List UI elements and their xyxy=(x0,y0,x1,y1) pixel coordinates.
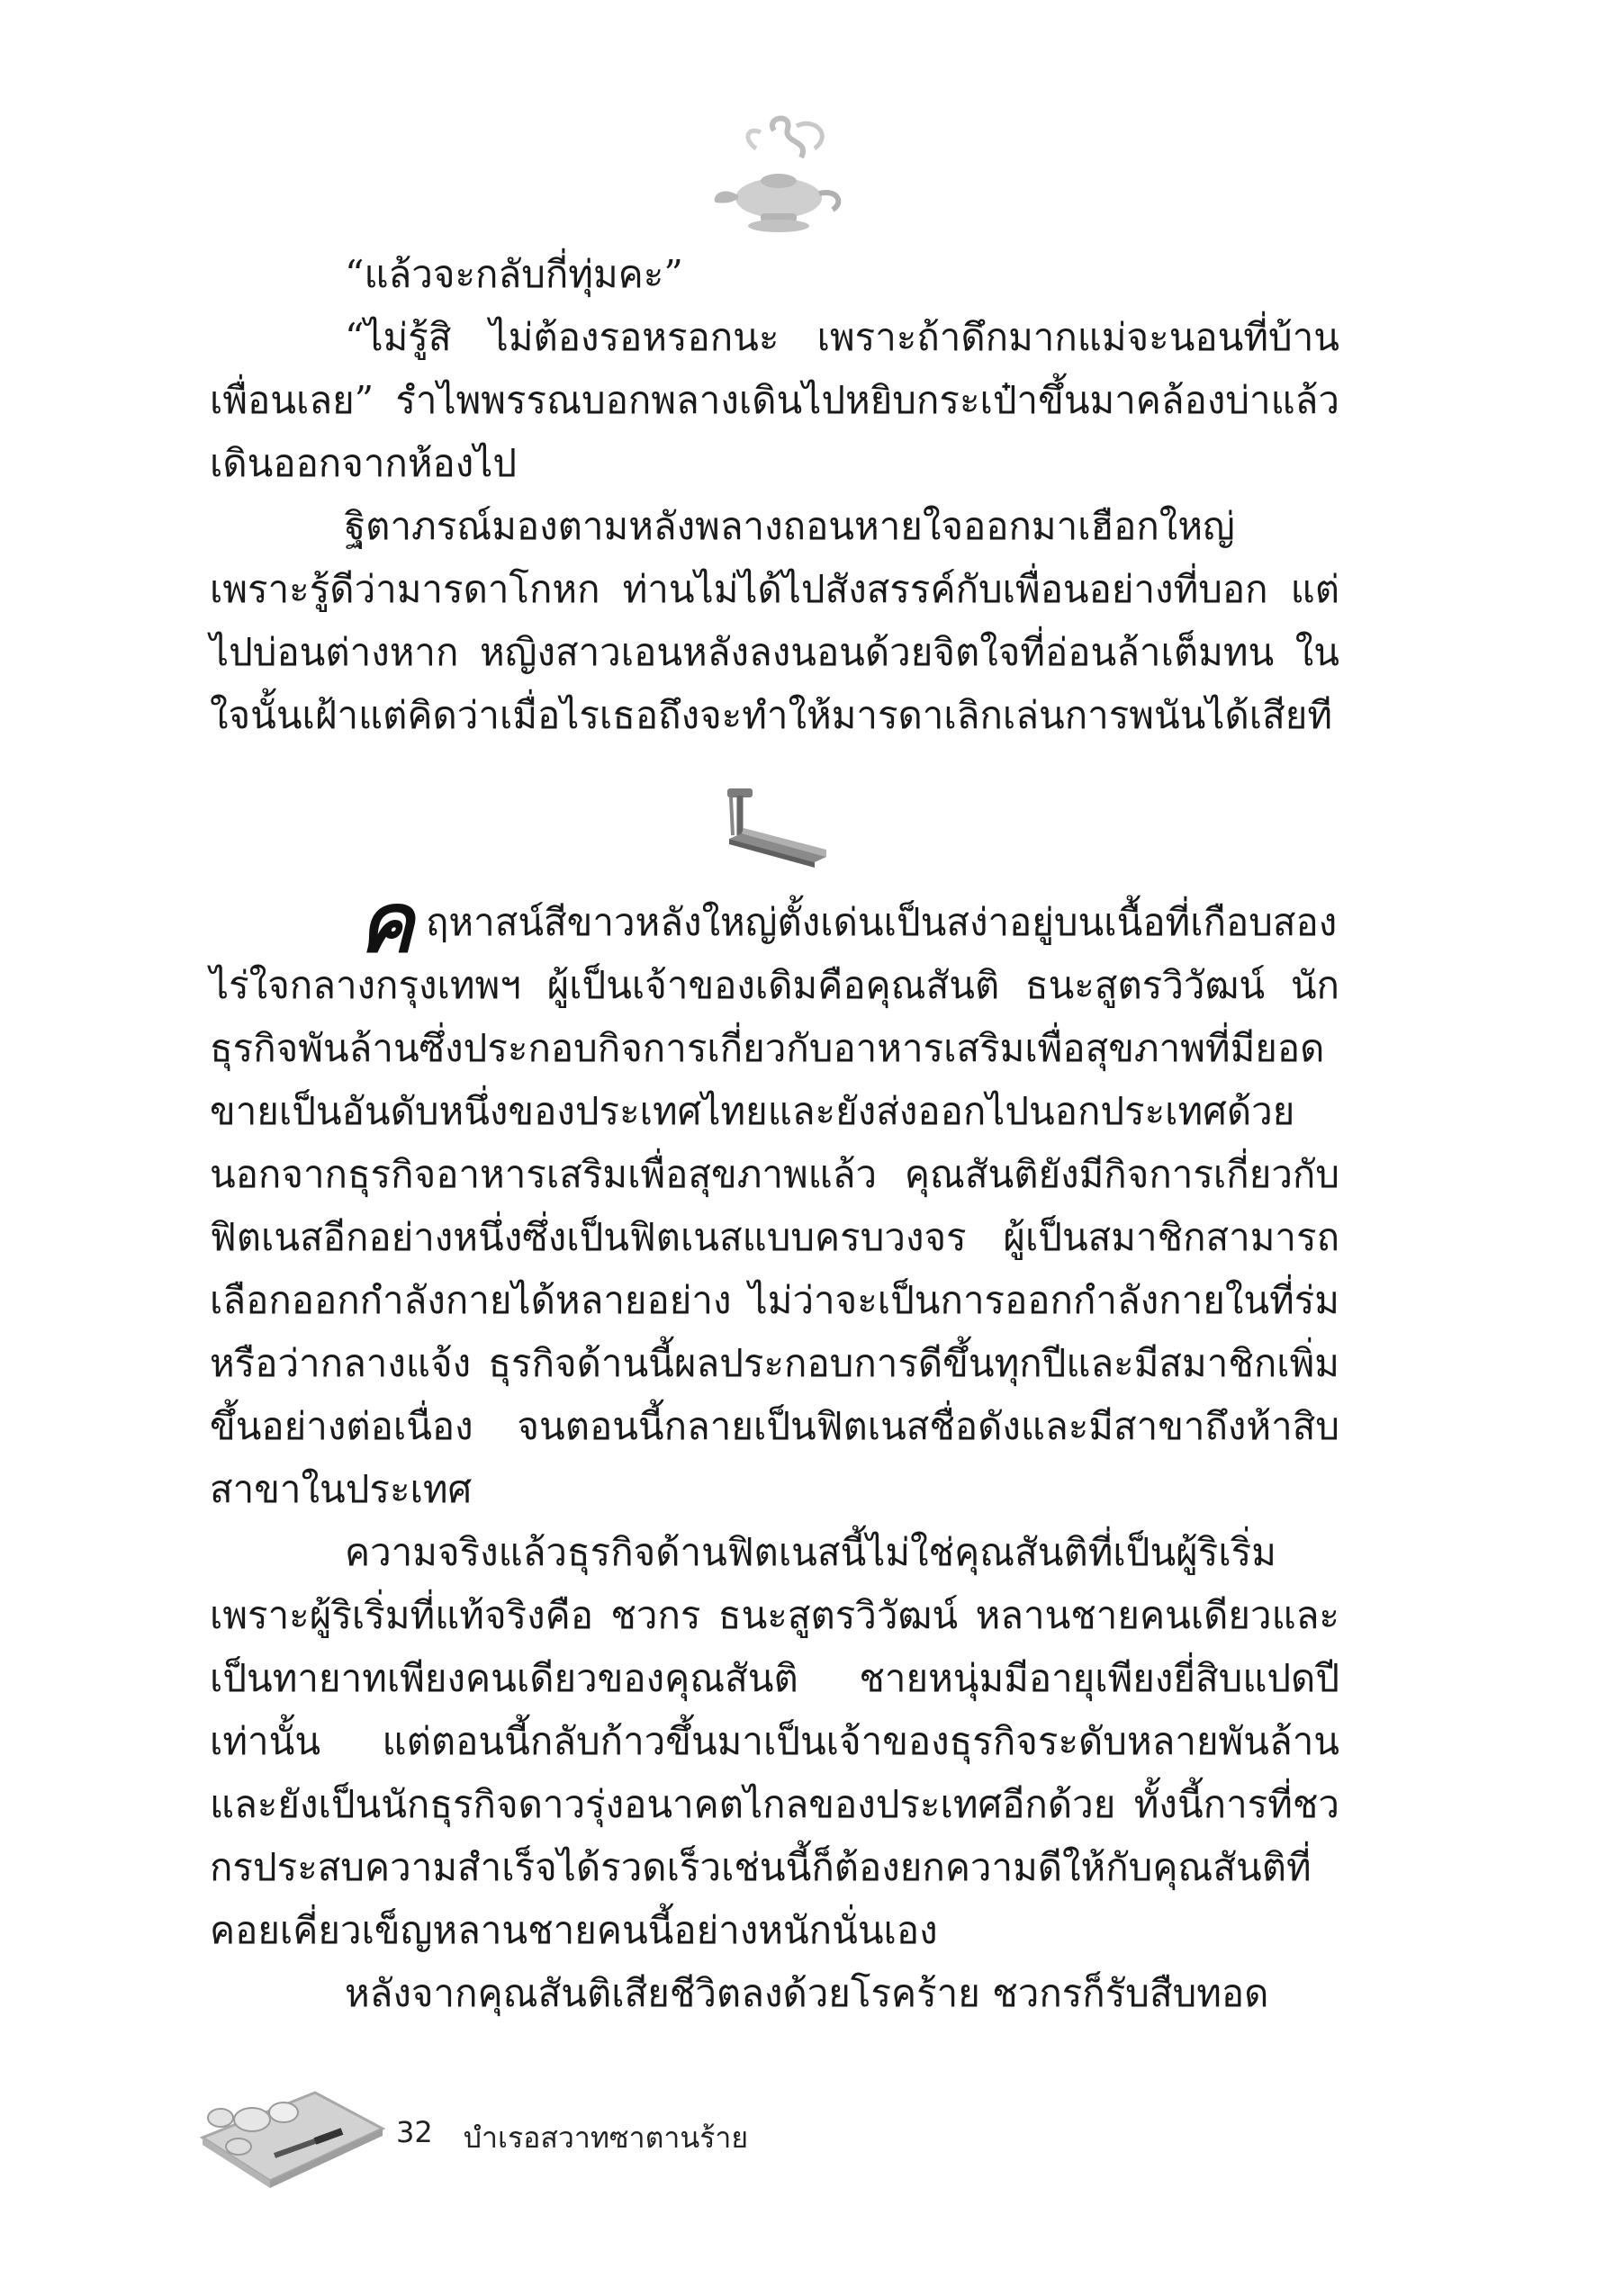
section-2-text xyxy=(210,875,1339,2025)
page-number: 32 xyxy=(396,2115,433,2149)
treadmill-icon xyxy=(720,783,833,873)
paragraph: ฤหาสน์สีขาวหลังใหญ่ตั้งเด่นเป็นสง่าอยู่บนเนื้อที่เกือบสองไร่ใจกลางกรุงเทพฯ ผู้เป็นเจ้าของเดิมคือคุณสันติ ธนะสูตรวิวัฒน์ นักธุรกิจพันล้านซึ่งประกอบกิจการเกี่ยวกับอาหารเสริมเพื่อสุขภาพที่มียอดขายเป็นอันดับหนึ่งของประเทศไทยและยังส่งออกไปนอกประเทศด้วย นอกจากธุรกิจอาหารเสริมเพื่อสุขภาพแล้ว คุณสันติยังมีกิจการเกี่ยวกับฟิตเนสอีกอย่างหนึ่งซึ่งเป็นฟิตเนสแบบครบวงจร ผู้เป็นสมาชิกสามารถเลือกออกกำลังกายได้หลายอย่าง ไม่ว่าจะเป็นการออกกำลังกายในที่ร่มหรือว่ากลางแจ้ง ธุรกิจด้านนี้ผลประกอบการดีขึ้นทุกปีและมีสมาชิกเพิ่มขึ้นอย่างต่อเนื่อง จนตอนนี้กลายเป็นฟิตเนสชื่อดังและมีสาขาถึงห้าสิบสาขาในประเทศ xyxy=(210,900,1339,1511)
section-1-text xyxy=(210,243,1339,747)
paragraph: ความจริงแล้วธุรกิจด้านฟิตเนสนี้ไม่ใช่คุณสันติที่เป็นผู้ริเริ่ม เพราะผู้ริเริ่มที่แท้จริงคือ ชวกร ธนะสูตรวิวัฒน์ หลานชายคนเดียวและเป็นทายาทเพียงคนเดียวของคุณสันติ ชายหนุ่มมีอายุเพียงยี่สิบแปดปีเท่านั้น แต่ตอนนี้กลับก้าวขึ้นมาเป็นเจ้าของธุรกิจระดับหลายพันล้าน และยังเป็นนักธุรกิจดาวรุ่งอนาคตไกลของประเทศอีกด้วย ทั้งนี้การที่ชวกรประสบความสำเร็จได้รวดเร็วเช่นนี้ก็ต้องยกความดีให้กับคุณสันติที่คอยเคี่ยวเข็ญหลานชายคนนี้อย่างหนักนั่นเอง xyxy=(210,1530,1339,1952)
page-footer xyxy=(396,2115,748,2161)
tea-lamp-icon xyxy=(711,113,846,239)
dropcap-paragraph xyxy=(210,875,1339,1521)
paragraph: “ไม่รู้สิ ไม่ต้องรอหรอกนะ เพราะถ้าดึกมากแม่จะนอนที่บ้านเพื่อนเลย” รำไพพรรณบอกพลางเดินไปหยิบกระเป๋าขึ้นมาคล้องบ่าแล้วเดินออกจากห้องไป xyxy=(210,315,1339,485)
paragraph: ฐิตาภรณ์มองตามหลังพลางถอนหายใจออกมาเฮือกใหญ่ เพราะรู้ดีว่ามารดาโกหก ท่านไม่ได้ไปสังสรรค์กับเพื่อนอย่างที่บอก แต่ไปบ่อนต่างหาก หญิงสาวเอนหลังลงนอนด้วยจิตใจที่อ่อนล้าเต็มทน ในใจนั้นเฝ้าแต่คิดว่าเมื่อไรเธอถึงจะทำให้มารดาเลิกเล่นการพนันได้เสียที xyxy=(210,504,1339,737)
paragraph: “แล้วจะกลับกี่ทุ่มคะ” xyxy=(345,252,683,296)
book-title: บำเรอสวาทซาตานร้าย xyxy=(463,2120,749,2155)
cutting-board-icon xyxy=(189,2075,396,2192)
drop-cap: ค xyxy=(358,875,414,971)
paragraph: หลังจากคุณสันติเสียชีวิตลงด้วยโรคร้าย ชวกรก็รับสืบทอด xyxy=(345,1971,1269,2015)
